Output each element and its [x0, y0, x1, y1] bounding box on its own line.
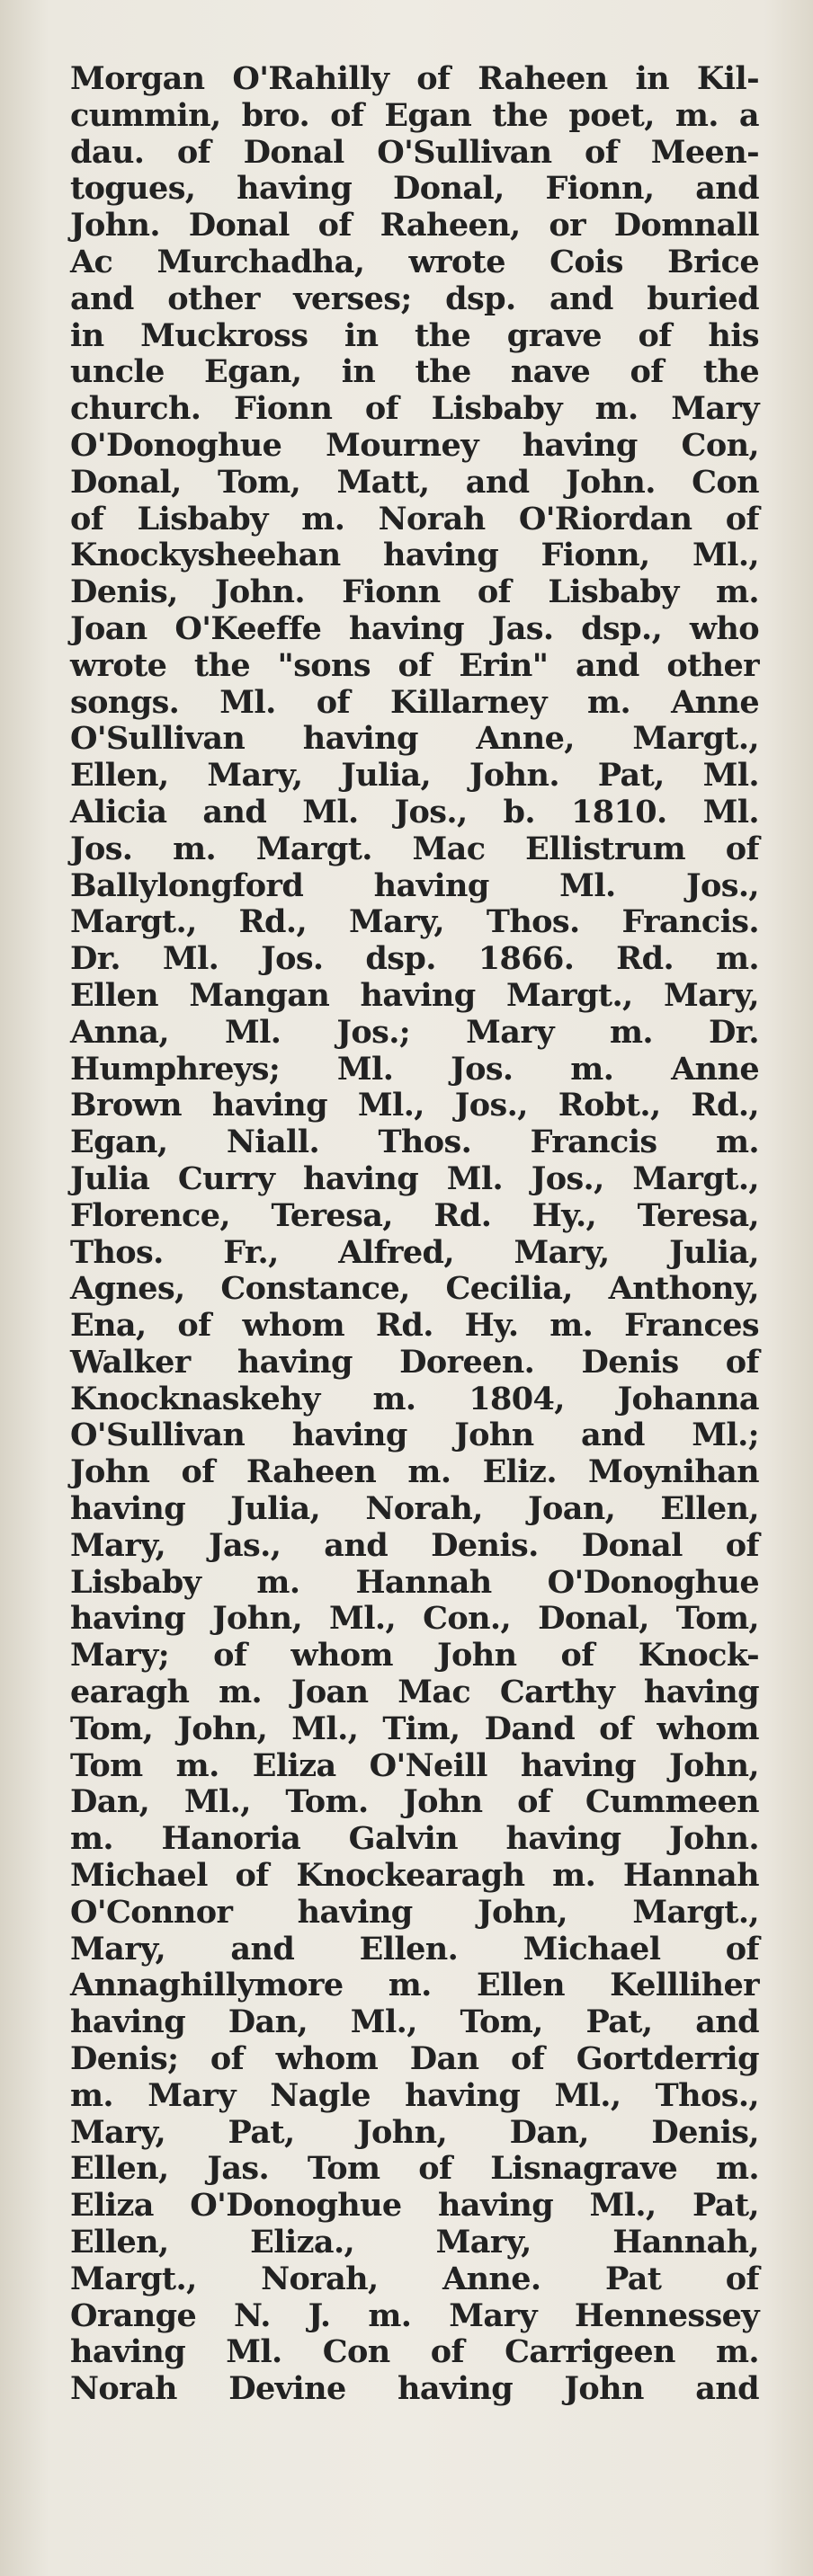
- text-line: Mary, and Ellen. Michael of: [70, 1930, 759, 1968]
- text-line: Julia Curry having Ml. Jos., Margt.,: [70, 1159, 759, 1197]
- text-line: Walker having Doreen. Denis of: [70, 1343, 759, 1381]
- text-line: Norah Devine having John and: [70, 2370, 759, 2408]
- text-line: Anna, Ml. Jos.; Mary m. Dr.: [70, 1013, 759, 1051]
- text-line: Ellen, Jas. Tom of Lisnagrave m.: [70, 2150, 759, 2188]
- text-line: John. Donal of Raheen, or Domnall: [70, 207, 759, 244]
- text-line: O'Connor having John, Margt.,: [70, 1893, 759, 1931]
- text-line: Dr. Ml. Jos. dsp. 1866. Rd. m.: [70, 940, 759, 978]
- text-line: Joan O'Keeffe having Jas. dsp., who: [70, 609, 759, 647]
- text-line: Alicia and Ml. Jos., b. 1810. Ml.: [70, 793, 759, 831]
- text-line: Ena, of whom Rd. Hy. m. Frances: [70, 1307, 759, 1345]
- text-line: of Lisbaby m. Norah O'Riordan of: [70, 500, 759, 537]
- text-line: and other verses; dsp. and buried: [70, 280, 759, 317]
- text-line: Agnes, Constance, Cecilia, Anthony,: [70, 1270, 759, 1308]
- text-line: Humphreys; Ml. Jos. m. Anne: [70, 1050, 759, 1088]
- text-line: Ballylongford having Ml. Jos.,: [70, 866, 759, 904]
- text-line: Tom, John, Ml., Tim, Dand of whom: [70, 1710, 759, 1747]
- text-line: earagh m. Joan Mac Carthy having: [70, 1674, 759, 1711]
- text-line: Ellen Mangan having Margt., Mary,: [70, 976, 759, 1014]
- text-line: Ellen, Mary, Julia, John. Pat, Ml.: [70, 757, 759, 795]
- text-line: Lisbaby m. Hannah O'Donoghue: [70, 1563, 759, 1601]
- text-line: having Dan, Ml., Tom, Pat, and: [70, 2003, 759, 2041]
- text-line: Denis, John. Fionn of Lisbaby m.: [70, 573, 759, 611]
- text-line: having Ml. Con of Carrigeen m.: [70, 2333, 759, 2371]
- text-line: Eliza O'Donoghue having Ml., Pat,: [70, 2187, 759, 2225]
- text-line: Mary, Jas., and Denis. Donal of: [70, 1526, 759, 1564]
- text-line: church. Fionn of Lisbaby m. Mary: [70, 390, 759, 428]
- text-line: Morgan O'Rahilly of Raheen in Kil-: [70, 60, 759, 97]
- text-line: Dan, Ml., Tom. John of Cummeen: [70, 1783, 759, 1821]
- text-line: having Julia, Norah, Joan, Ellen,: [70, 1490, 759, 1528]
- text-line: O'Donoghue Mourney having Con,: [70, 426, 759, 464]
- text-line: Margt., Norah, Anne. Pat of: [70, 2260, 759, 2297]
- text-line: O'Sullivan having John and Ml.;: [70, 1417, 759, 1454]
- text-line: O'Sullivan having Anne, Margt.,: [70, 720, 759, 758]
- text-line: Jos. m. Margt. Mac Ellistrum of: [70, 830, 759, 867]
- text-line: in Muckross in the grave of his: [70, 316, 759, 354]
- text-line: Ac Murchadha, wrote Cois Brice: [70, 243, 759, 280]
- text-line: uncle Egan, in the nave of the: [70, 353, 759, 391]
- text-line: Thos. Fr., Alfred, Mary, Julia,: [70, 1233, 759, 1271]
- text-line: having John, Ml., Con., Donal, Tom,: [70, 1600, 759, 1638]
- text-line: Mary; of whom John of Knock-: [70, 1637, 759, 1674]
- text-line: Orange N. J. m. Mary Hennessey: [70, 2296, 759, 2334]
- text-line: Knocknaskehy m. 1804, Johanna: [70, 1380, 759, 1417]
- text-line: wrote the "sons of Erin" and other: [70, 646, 759, 684]
- text-line: m. Mary Nagle having Ml., Thos.,: [70, 2076, 759, 2114]
- text-line: cummin, bro. of Egan the poet, m. a: [70, 96, 759, 134]
- text-line: Ellen, Eliza., Mary, Hannah,: [70, 2224, 759, 2261]
- text-line: Mary, Pat, John, Dan, Denis,: [70, 2113, 759, 2151]
- text-line: Brown having Ml., Jos., Robt., Rd.,: [70, 1087, 759, 1124]
- text-line: Donal, Tom, Matt, and John. Con: [70, 463, 759, 501]
- text-line: Tom m. Eliza O'Neill having John,: [70, 1746, 759, 1784]
- text-line: togues, having Donal, Fionn, and: [70, 170, 759, 208]
- text-line: Annaghillymore m. Ellen Kellliher: [70, 1967, 759, 2004]
- text-line: Denis; of whom Dan of Gortderrig: [70, 2040, 759, 2078]
- genealogy-text-column: [70, 61, 759, 2408]
- text-line: Margt., Rd., Mary, Thos. Francis.: [70, 903, 759, 941]
- text-line: Florence, Teresa, Rd. Hy., Teresa,: [70, 1196, 759, 1234]
- text-line: Knockysheehan having Fionn, Ml.,: [70, 537, 759, 574]
- text-line: songs. Ml. of Killarney m. Anne: [70, 683, 759, 721]
- text-line: John of Raheen m. Eliz. Moynihan: [70, 1453, 759, 1491]
- text-line: Michael of Knockearagh m. Hannah: [70, 1857, 759, 1895]
- text-line: Egan, Niall. Thos. Francis m.: [70, 1124, 759, 1161]
- text-line: m. Hanoria Galvin having John.: [70, 1820, 759, 1858]
- text-line: dau. of Donal O'Sullivan of Meen-: [70, 133, 759, 171]
